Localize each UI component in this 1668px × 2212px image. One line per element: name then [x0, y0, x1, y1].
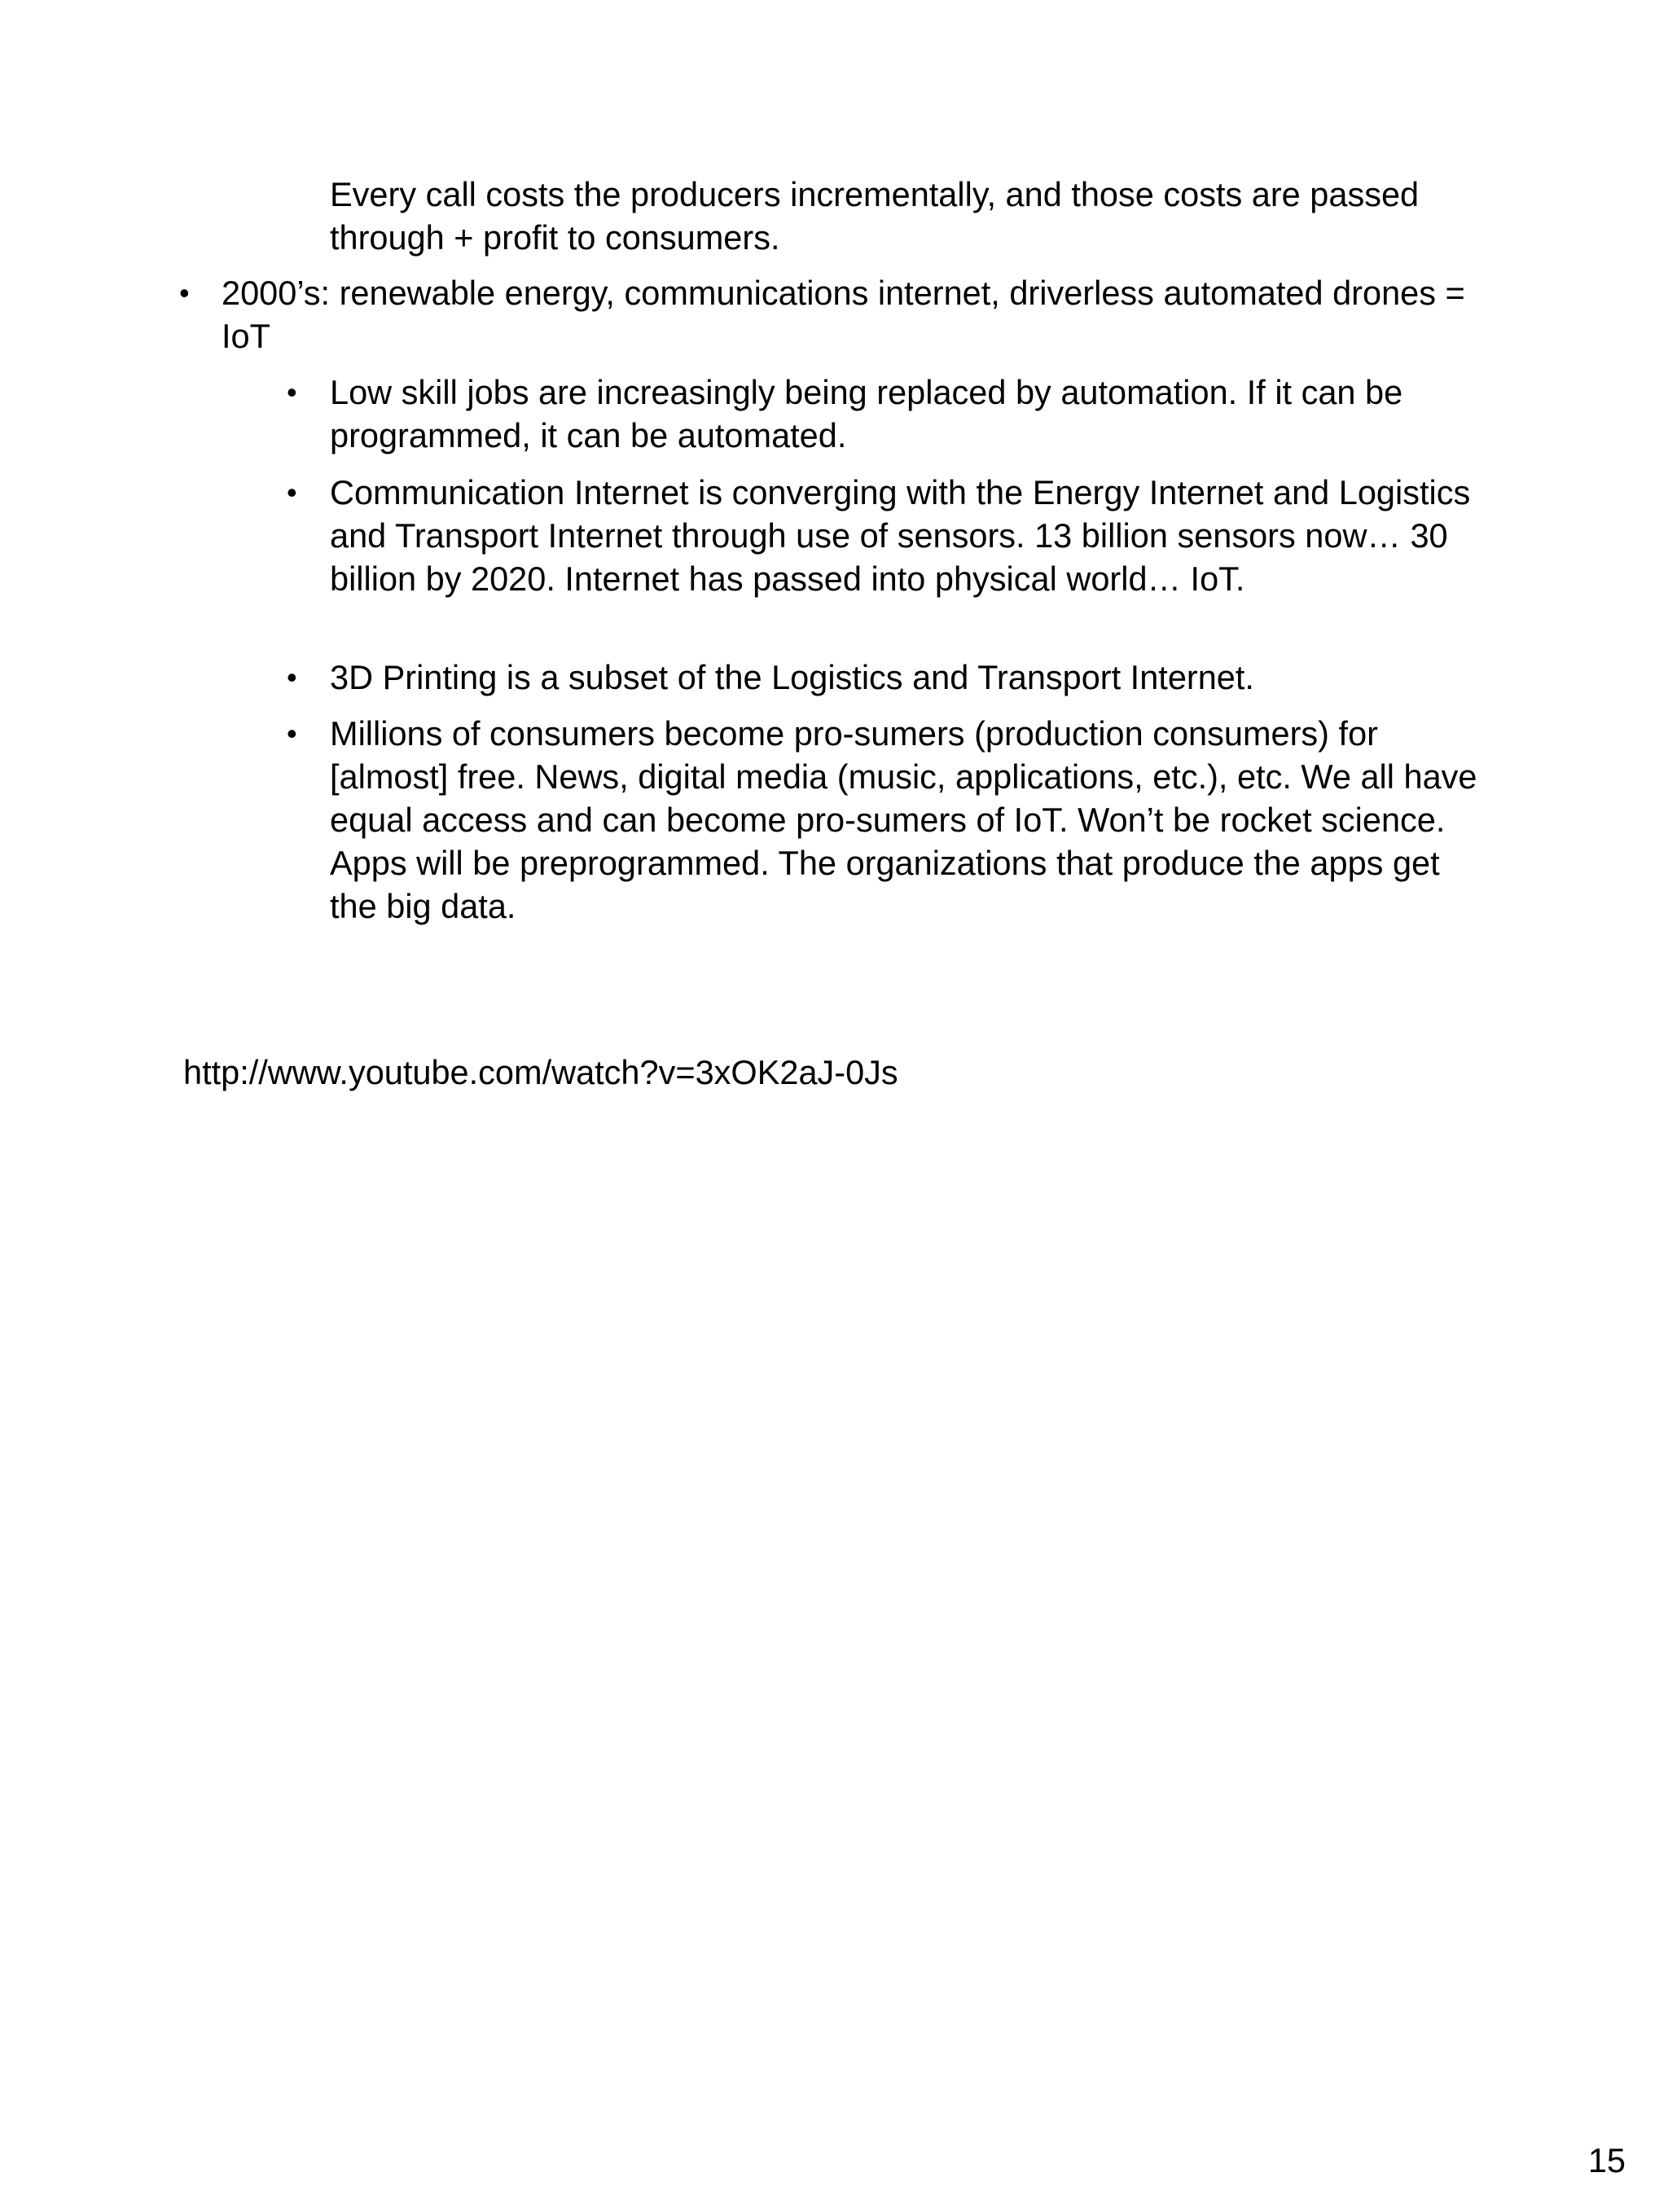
bullet-item-2000s: 2000’s: renewable energy, communications internet, driverless automated drones = IoT: [222, 274, 1465, 355]
sub-bullet-marker: •: [287, 661, 297, 694]
youtube-url: http://www.youtube.com/watch?v=3xOK2aJ-0Js: [183, 1053, 898, 1091]
bullet-marker: •: [179, 276, 190, 309]
sub-bullet-marker: •: [287, 476, 297, 509]
continuation-paragraph: Every call costs the producers incrementally, and those costs are passed through + profit to consumers.: [330, 175, 1420, 257]
sub-bullet-item: Communication Internet is converging with the Energy Internet and Logistics and Transport Internet through use of sensors. 13 billion sensors now… 30 billion by 2020. Internet has passed into physical world… IoT.: [330, 473, 1471, 598]
sub-bullet-item: Millions of consumers become pro-sumers (production consumers) for [almost] free. News, digital media (music, applications, etc.), etc. We all have equal access and can become pro-sumers of IoT. Won’t be rocket science. Apps will be preprogrammed. The organizations that produce the apps get the big data.: [330, 714, 1477, 925]
page-number: 15: [1587, 2141, 1626, 2179]
sub-bullet-marker: •: [287, 375, 297, 409]
sub-bullet-item: Low skill jobs are increasingly being replaced by automation. If it can be programmed, it can be automated.: [330, 373, 1403, 454]
sub-bullet-item: 3D Printing is a subset of the Logistics and Transport Internet.: [330, 658, 1254, 696]
sub-bullet-marker: •: [287, 717, 297, 750]
